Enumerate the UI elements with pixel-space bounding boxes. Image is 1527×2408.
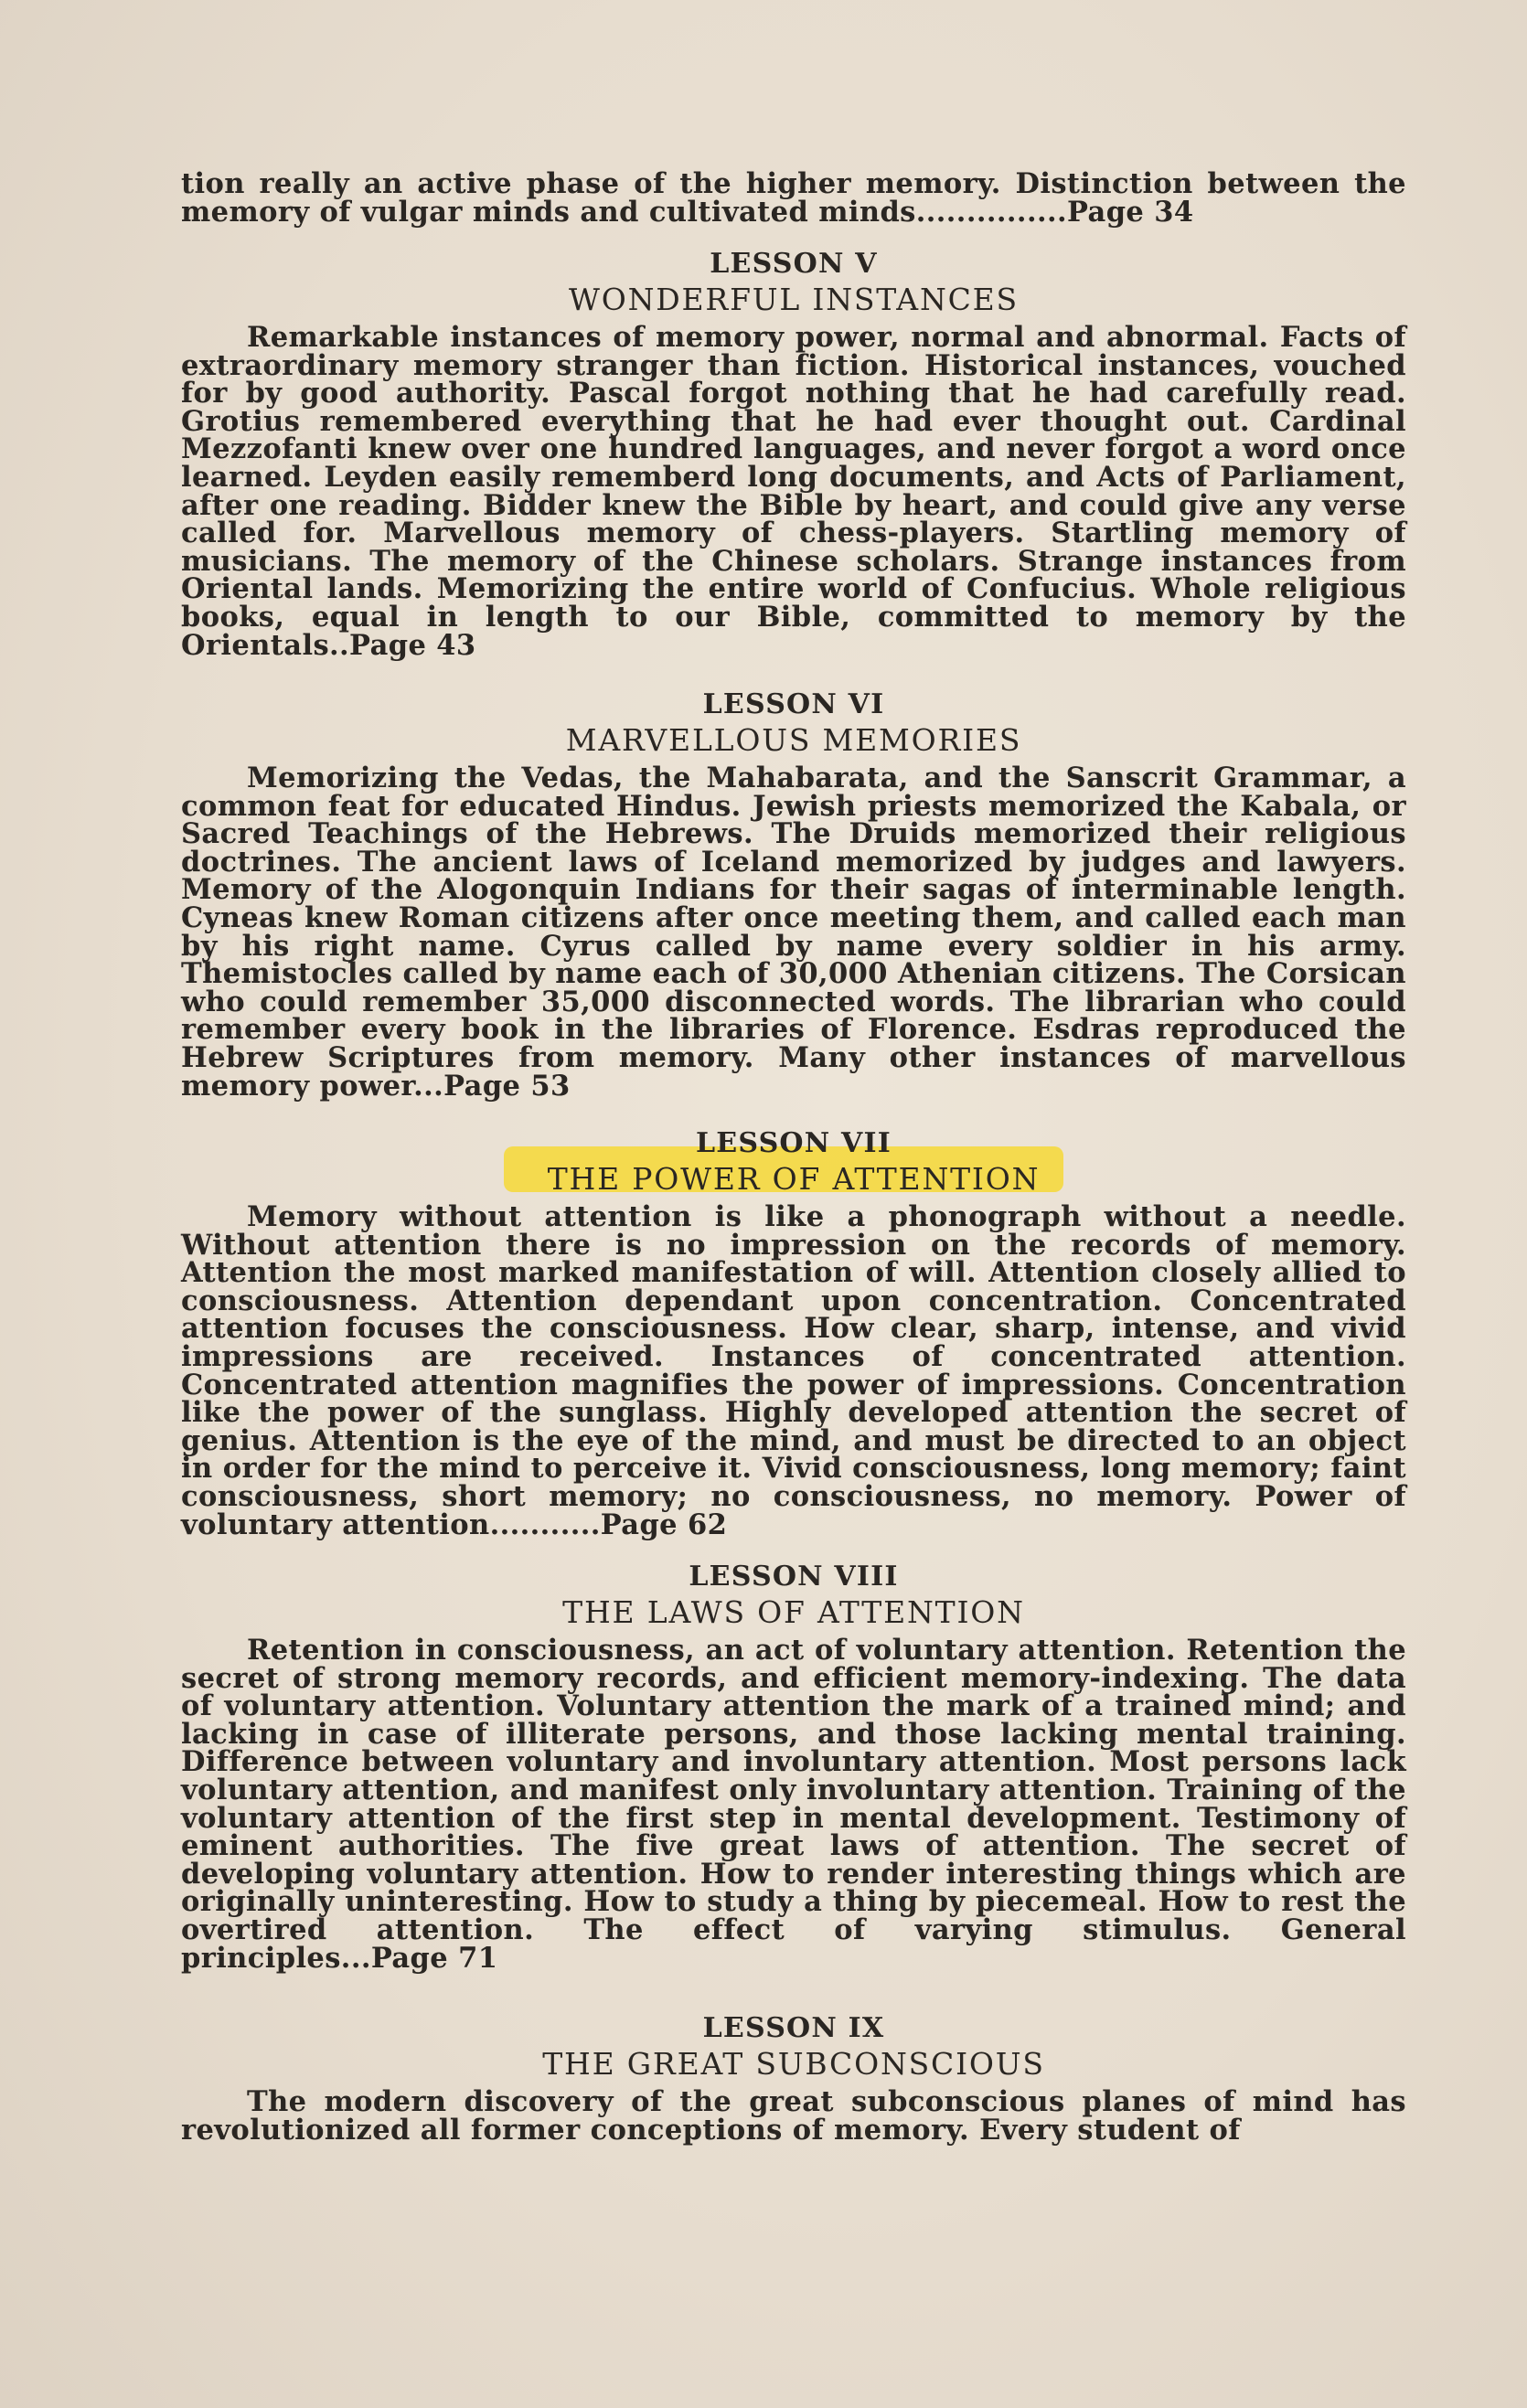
lesson-vi-title: MARVELLOUS MEMORIES [565, 722, 1022, 758]
lesson-viii-title: THE LAWS OF ATTENTION [562, 1594, 1025, 1630]
lesson-vi [181, 687, 1406, 1103]
lesson-ix [181, 2011, 1406, 2147]
lesson-vii-number: LESSON VII [696, 1127, 892, 1159]
lesson-vii-summary: Memory without attention is like a phonograph without a needle. Without attention there is no impression on the records of memory. Attention the most marked manifestation of will. Attention closely allied to consciousness. Attention dependant upon concentration. Concentrated attention focuses the consciousness. How clear, sharp, intense, and vivid impressions are received. Instances of concentrated attention. Concentrated attention magnifies the power of impressions. Concentration like the power of the sunglass. Highly developed attention the secret of genius. Attention is the eye of the mind, and must be directed to an object in order for the mind to perceive it. Vivid consciousness, long memory; faint consciousness, short memory; no consciousness, no memory. Power of voluntary attention...........Page 62 [181, 1200, 1406, 1541]
lesson-viii-number: LESSON VIII [689, 1561, 899, 1593]
lesson-vii [181, 1126, 1406, 1539]
lesson-vi-summary: Memorizing the Vedas, the Mahabarata, and the Sanscrit Grammar, a common feat for educated Hindus. Jewish priests memorized the Kabala, or Sacred Teachings of the Hebrews. The Druids memorized their religious doctrines. The ancient laws of Iceland memorized by judges and lawyers. Memory of the Alogonquin Indians for their sagas of interminable length. Cyneas knew Roman citizens after once meeting them, and called each man by his right name. Cyrus called by name every soldier in his army. Themistocles called by name each of 30,000 Athenian citizens. The Corsican who could remember 35,000 disconnected words. The librarian who could remember every book in the libraries of Florence. Esdras reproduced the Hebrew Scriptures from memory. Many other instances of marvellous memory power...Page 53 [181, 762, 1406, 1103]
lesson-ix-summary: The modern discovery of the great subconscious planes of mind has revolutionized all former conceptions of memory. Every student of [181, 2085, 1406, 2147]
lesson-v-summary: Remarkable instances of memory power, normal and abnormal. Facts of extraordinary memory stranger than fiction. Historical instances, vouched for by good authority. Pascal forgot nothing that he had carefully read. Grotius remembered everything that he had ever thought out. Cardinal Mezzofanti knew over one hundred languages, and never forgot a word once learned. Leyden easily rememberd long documents, and Acts of Parliament, after one reading. Bidder knew the Bible by heart, and could give any verse called for. Marvellous memory of chess-players. Startling memory of musicians. The memory of the Chinese scholars. Strange instances from Oriental lands. Memorizing the entire world of Confucius. Whole religious books, equal in length to our Bible, committed to memory by the Orientals..Page 43 [181, 321, 1406, 662]
lesson-vi-number: LESSON VI [702, 688, 885, 720]
lesson-v-number: LESSON V [710, 248, 878, 280]
lesson-viii [181, 1560, 1406, 1975]
lesson-ix-number: LESSON IX [702, 2012, 885, 2044]
intro-block [181, 167, 1406, 229]
lesson-v-title: WONDERFUL INSTANCES [569, 282, 1019, 317]
intro-paragraph: tion really an active phase of the higher memory. Distinction between the memory of vulgar minds and cultivated minds...............Page 34 [181, 167, 1406, 229]
lesson-vii-title: THE POWER OF ATTENTION [547, 1161, 1041, 1197]
lesson-v [181, 247, 1406, 662]
lesson-ix-title: THE GREAT SUBCONSCIOUS [542, 2046, 1045, 2082]
lesson-viii-summary: Retention in consciousness, an act of voluntary attention. Retention the secret of strong memory records, and efficient memory-indexing. The data of voluntary attention. Voluntary attention the mark of a trained mind; and lacking in case of illiterate persons, and those lacking mental training. Difference between voluntary and involuntary attention. Most persons lack voluntary attention, and manifest only involuntary attention. Training of the voluntary attention of the first step in mental development. Testimony of eminent authorities. The five great laws of attention. The secret of developing voluntary attention. How to render interesting things which are originally uninteresting. How to study a thing by piecemeal. How to rest the overtired attention. The effect of varying stimulus. General principles...Page 71 [181, 1634, 1406, 1975]
